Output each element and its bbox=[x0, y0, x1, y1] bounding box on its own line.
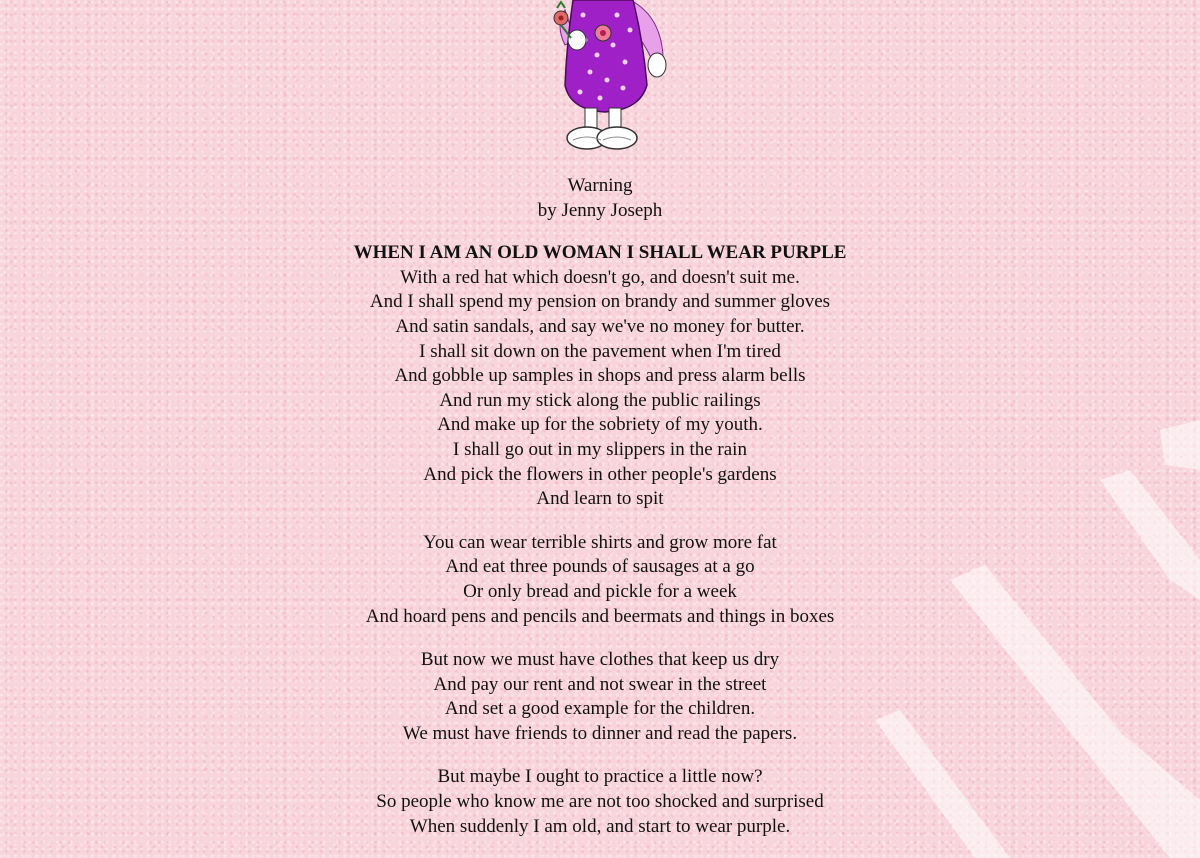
poem-line: I shall go out in my slippers in the rain bbox=[453, 438, 747, 460]
poem-heading bbox=[0, 174, 1200, 223]
poem-line: And make up for the sobriety of my youth. bbox=[437, 414, 763, 436]
poem-line: You can wear terrible shirts and grow more fat bbox=[423, 531, 777, 553]
poem-line: When suddenly I am old, and start to wear purple. bbox=[409, 815, 791, 837]
stanza-3 bbox=[0, 648, 1200, 746]
poem-line: And I shall spend my pension on brandy and summer gloves bbox=[369, 291, 831, 313]
old-woman-in-purple-dress-icon bbox=[535, 0, 675, 155]
poem-line: But maybe I ought to practice a little now? bbox=[437, 766, 763, 788]
poem-line: And pay our rent and not swear in the street bbox=[433, 673, 767, 695]
poem-line: But now we must have clothes that keep us dry bbox=[420, 649, 780, 671]
poem-line: And run my stick along the public railings bbox=[439, 389, 761, 411]
poem-line: And learn to spit bbox=[536, 488, 664, 510]
poem-line: And gobble up samples in shops and press alarm bells bbox=[394, 365, 806, 387]
poem-line: And hoard pens and pencils and beermats and things in boxes bbox=[365, 605, 835, 627]
poem-line: With a red hat which doesn't go, and doesn't suit me. bbox=[400, 266, 800, 288]
poem-line: And set a good example for the children. bbox=[444, 698, 756, 720]
poem-author: by Jenny Joseph bbox=[537, 199, 663, 221]
poem bbox=[0, 174, 1200, 858]
stanza-4 bbox=[0, 765, 1200, 839]
poem-title: Warning bbox=[567, 175, 633, 196]
poem-line: And satin sandals, and say we've no money for butter. bbox=[395, 315, 805, 337]
stanza-2 bbox=[0, 531, 1200, 629]
stanza-1 bbox=[0, 241, 1200, 512]
poem-line: WHEN I AM AN OLD WOMAN I SHALL WEAR PURPLE bbox=[353, 242, 847, 264]
poem-line: And pick the flowers in other people's gardens bbox=[423, 463, 777, 485]
poem-line: Or only bread and pickle for a week bbox=[463, 580, 737, 602]
poem-line: And eat three pounds of sausages at a go bbox=[445, 556, 755, 578]
poem-line: We must have friends to dinner and read the papers. bbox=[402, 722, 798, 744]
poem-line: I shall sit down on the pavement when I'm tired bbox=[419, 340, 781, 362]
poem-line: So people who know me are not too shocked and surprised bbox=[376, 791, 824, 813]
